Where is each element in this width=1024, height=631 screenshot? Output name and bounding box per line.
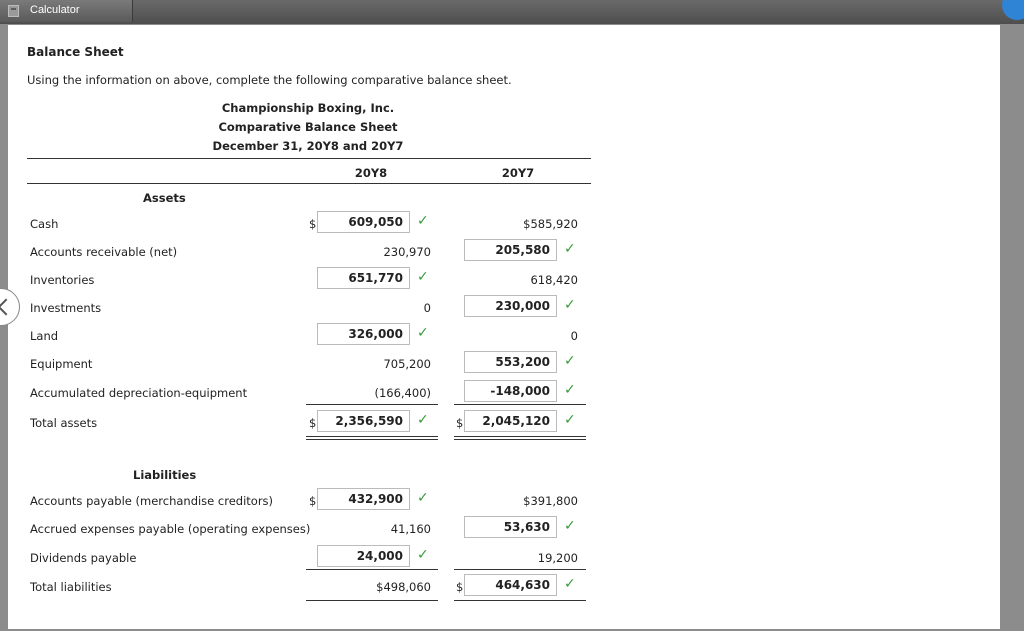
cash-20y8-input[interactable]: 609,050 (317, 211, 410, 233)
calculator-tab[interactable] (0, 0, 133, 22)
total-rule-20y7 (454, 600, 586, 601)
check-icon: ✓ (417, 490, 429, 506)
land-20y7-value: 0 (570, 329, 578, 343)
total-assets-20y7-input[interactable]: 2,045,120 (464, 410, 557, 432)
total-rule-20y8-a (306, 436, 438, 437)
liabilities-heading: Liabilities (133, 468, 197, 482)
ap-20y8-input[interactable]: 432,900 (317, 488, 410, 510)
check-icon: ✓ (417, 325, 429, 341)
calculator-tab-label: Calculator (30, 4, 80, 16)
check-icon: ✓ (564, 297, 576, 313)
dollar-sign: $ (456, 580, 464, 594)
ap-20y7-value: $391,800 (523, 494, 578, 508)
column-header-20y7: 20Y7 (501, 166, 535, 180)
inventories-20y8-input[interactable]: 651,770 (317, 267, 410, 289)
inventories-20y7-value: 618,420 (530, 273, 578, 287)
cash-20y7-value: $585,920 (523, 217, 578, 231)
column-header-20y8: 20Y8 (354, 166, 388, 180)
row-label-cash: Cash (30, 217, 59, 231)
investments-20y8-value: 0 (423, 301, 431, 315)
check-icon: ✓ (417, 269, 429, 285)
equipment-20y8-value: 705,200 (383, 357, 431, 371)
balance-sheet-panel (8, 25, 1000, 629)
check-icon: ✓ (564, 518, 576, 534)
dividends-20y8-input[interactable]: 24,000 (317, 545, 410, 567)
section-title: Balance Sheet (27, 45, 124, 59)
subtotal-rule-20y8 (306, 569, 438, 570)
total-assets-20y8-input[interactable]: 2,356,590 (317, 410, 410, 432)
header-rule-bottom (27, 183, 591, 184)
total-rule-20y8 (306, 600, 438, 601)
check-icon: ✓ (564, 576, 576, 592)
row-label-accounts-payable: Accounts payable (merchandise creditors) (30, 494, 274, 508)
row-label-investments: Investments (30, 301, 102, 315)
ar-20y8-value: 230,970 (383, 245, 431, 259)
row-label-accumulated-depreciation: Accumulated depreciation-equipment (30, 386, 248, 400)
dollar-sign: $ (456, 416, 464, 430)
dividends-20y7-value: 19,200 (537, 551, 578, 565)
ar-20y7-input[interactable]: 205,580 (464, 239, 557, 261)
subtotal-rule-20y8 (306, 404, 438, 405)
land-20y8-input[interactable]: 326,000 (317, 323, 410, 345)
check-icon: ✓ (564, 412, 576, 428)
row-label-accounts-receivable: Accounts receivable (net) (30, 245, 178, 259)
total-rule-20y7-b (454, 439, 586, 440)
top-toolbar (0, 0, 1024, 24)
statement-name: Comparative Balance Sheet (218, 120, 398, 134)
check-icon: ✓ (417, 213, 429, 229)
check-icon: ✓ (564, 382, 576, 398)
row-label-total-assets: Total assets (30, 416, 98, 430)
calculator-icon (8, 5, 19, 17)
assets-heading: Assets (143, 191, 186, 205)
check-icon: ✓ (564, 241, 576, 257)
investments-20y7-input[interactable]: 230,000 (464, 295, 557, 317)
total-liabilities-20y7-input[interactable]: 464,630 (464, 574, 557, 596)
total-rule-20y7-a (454, 436, 586, 437)
row-label-dividends-payable: Dividends payable (30, 551, 137, 565)
check-icon: ✓ (417, 547, 429, 563)
row-label-land: Land (30, 329, 59, 343)
check-icon: ✓ (417, 412, 429, 428)
total-rule-20y8-b (306, 439, 438, 440)
check-icon: ✓ (564, 353, 576, 369)
company-name: Championship Boxing, Inc. (221, 101, 395, 115)
subtotal-rule-20y7 (454, 569, 586, 570)
total-liabilities-20y8-value: $498,060 (376, 580, 431, 594)
row-label-inventories: Inventories (30, 273, 95, 287)
accdep-20y8-value: (166,400) (374, 386, 431, 400)
instructions-text: Using the information on above, complete the following comparative balance sheet. (27, 73, 512, 87)
dollar-sign: $ (309, 217, 317, 231)
accrued-20y8-value: 41,160 (390, 522, 431, 536)
equipment-20y7-input[interactable]: 553,200 (464, 351, 557, 373)
subtotal-rule-20y7 (454, 404, 586, 405)
dollar-sign: $ (309, 416, 317, 430)
accdep-20y7-input[interactable]: -148,000 (464, 380, 557, 402)
row-label-equipment: Equipment (30, 357, 93, 371)
header-rule-top (27, 158, 591, 159)
statement-date: December 31, 20Y8 and 20Y7 (212, 139, 404, 153)
accrued-20y7-input[interactable]: 53,630 (464, 516, 557, 538)
row-label-accrued-expenses: Accrued expenses payable (operating expenses) (30, 522, 311, 536)
row-label-total-liabilities: Total liabilities (30, 580, 112, 594)
dollar-sign: $ (309, 494, 317, 508)
